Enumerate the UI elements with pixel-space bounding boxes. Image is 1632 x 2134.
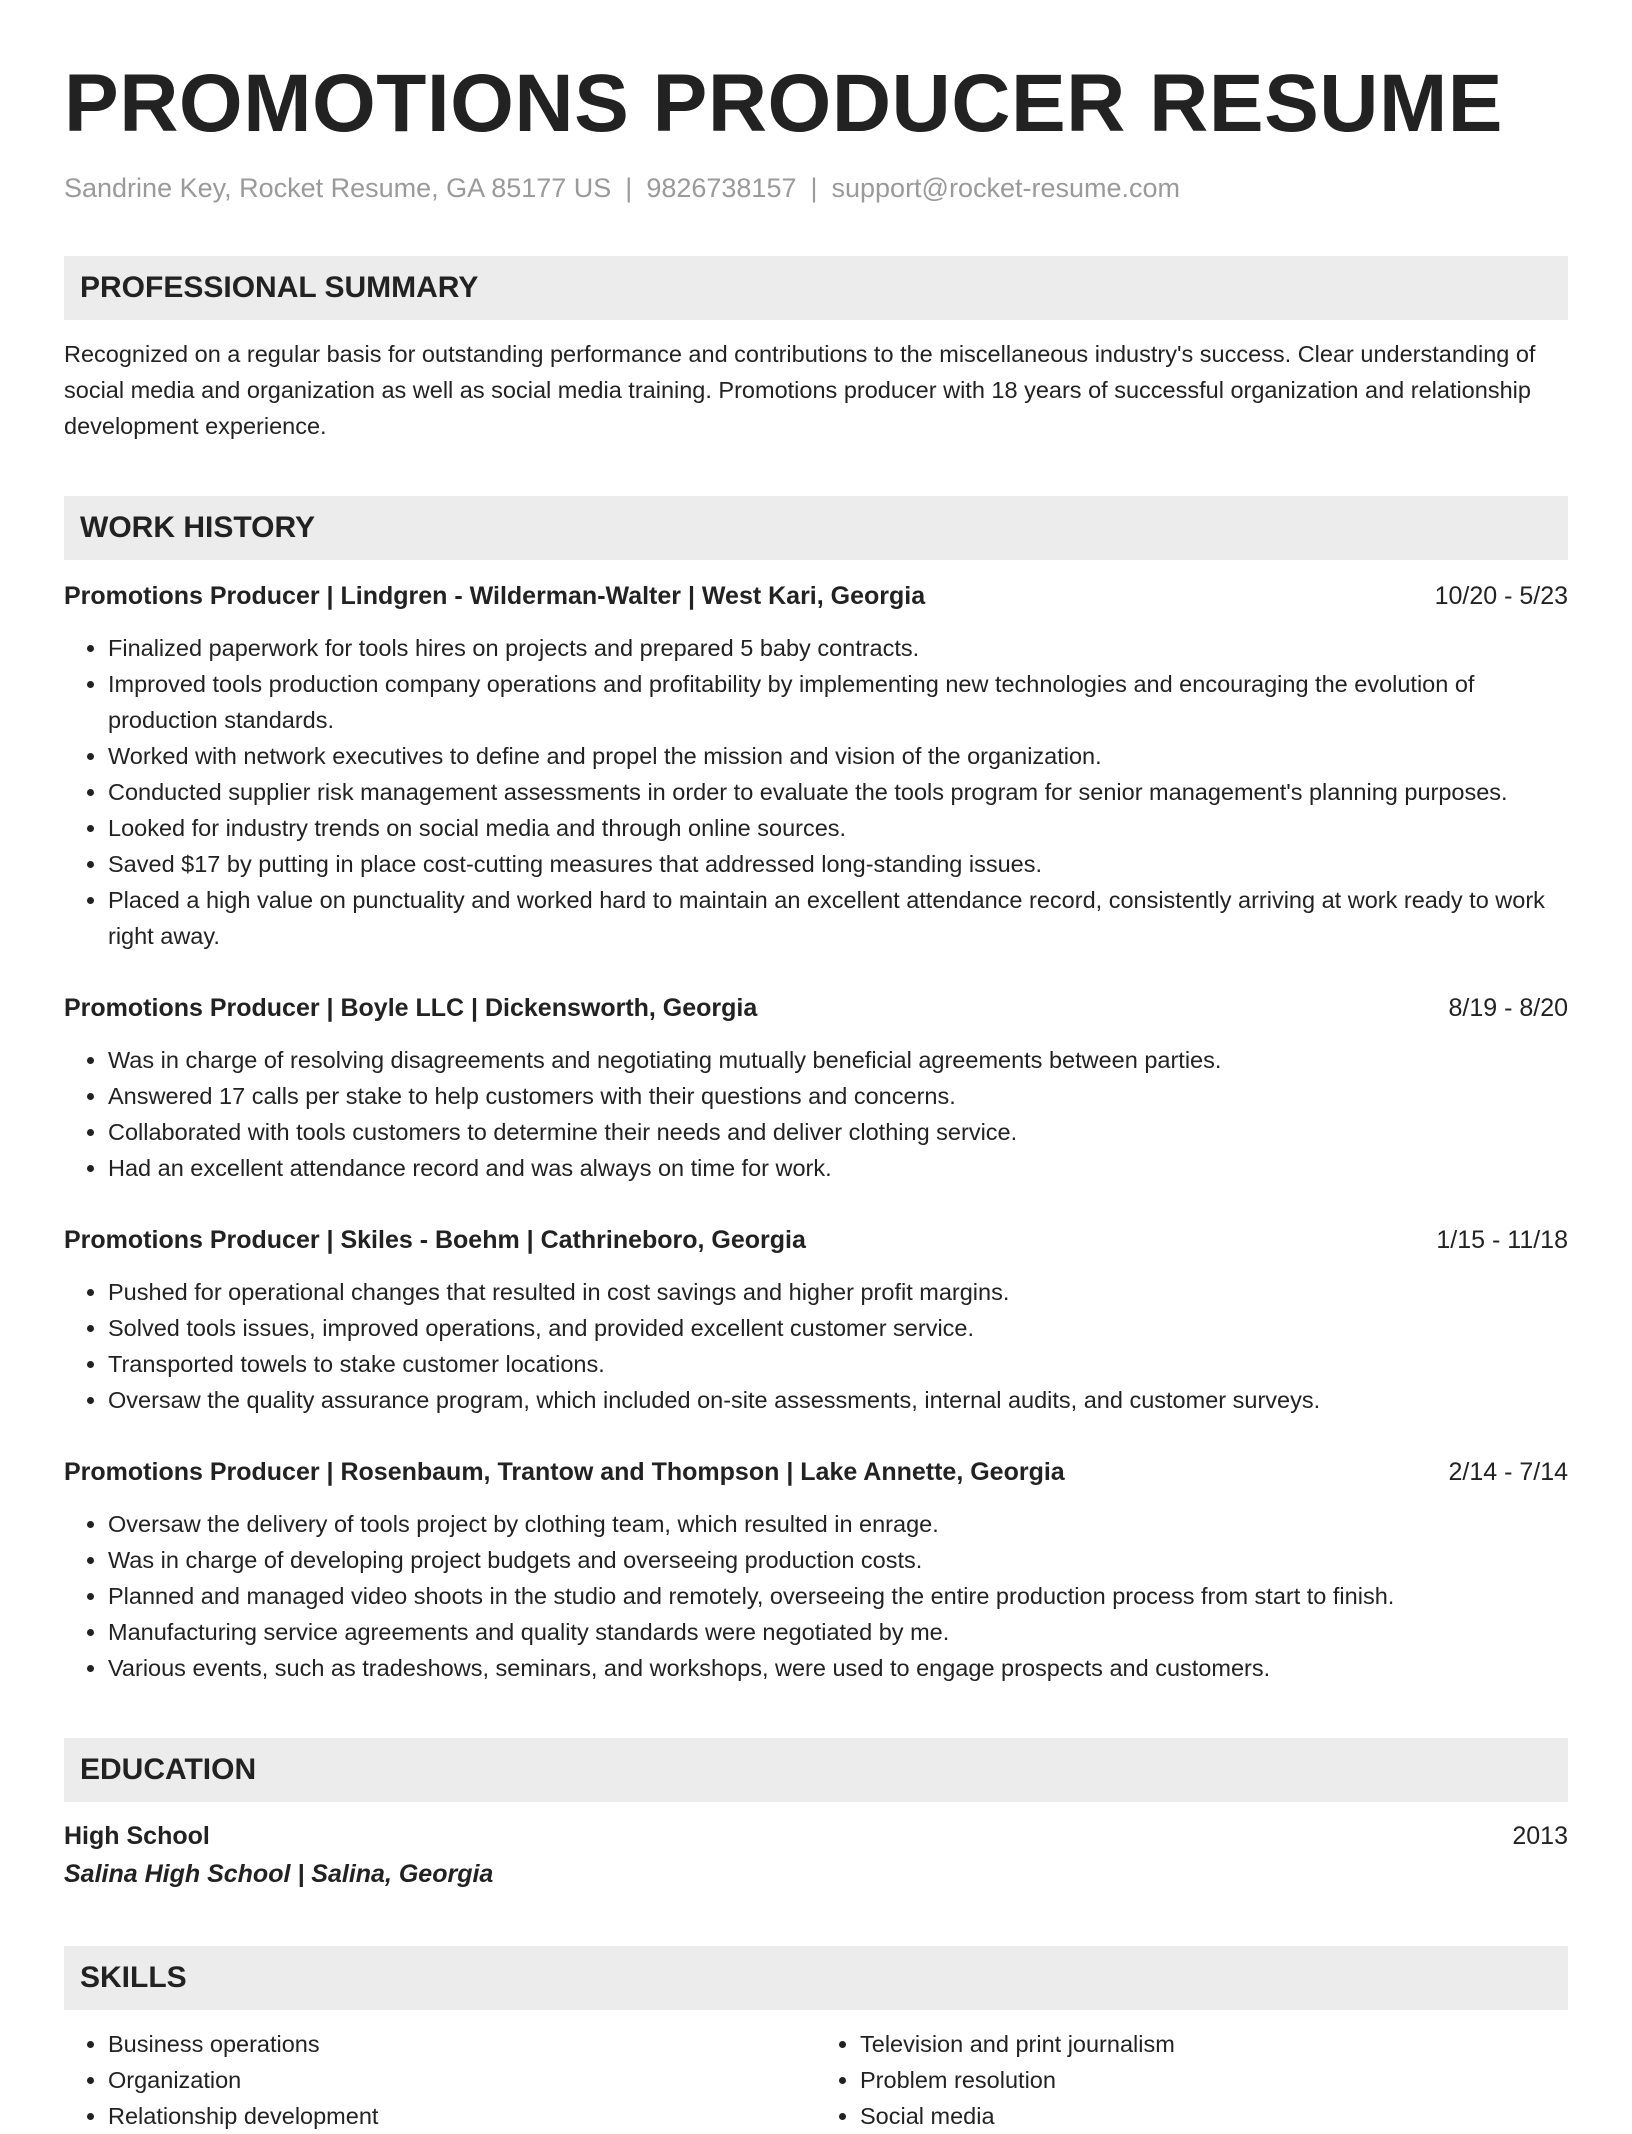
education-year: 2013 [1512, 1822, 1568, 1850]
job-dates: 10/20 - 5/23 [1434, 582, 1568, 610]
skill-item: • Television and print journalism [860, 2026, 1568, 2062]
job-bullet: • Oversaw the delivery of tools project by clothing team, which resulted in enrage. [108, 1506, 1568, 1542]
skills-column-left [64, 2026, 816, 2134]
job-bullets [64, 1042, 1568, 1186]
summary-text: Recognized on a regular basis for outstanding performance and contributions to the miscellaneous industry's success. Clear understanding of social media and organization as well as social media training. Promotions producer with 18 years of successful organization and relationship development experience. [64, 341, 1536, 439]
contact-separator: | [625, 173, 633, 203]
job-entry [64, 578, 1568, 954]
skill-item: • Organization [108, 2062, 816, 2098]
job-bullet: • Answered 17 calls per stake to help customers with their questions and concerns. [108, 1078, 1568, 1114]
job-head [64, 990, 1568, 1026]
job-bullet: • Placed a high value on punctuality and worked hard to maintain an excellent attendance record, consistently arriving at work ready to work right away. [108, 882, 1568, 954]
job-head [64, 1454, 1568, 1490]
job-bullet: • Saved $17 by putting in place cost-cutting measures that addressed long-standing issues. [108, 846, 1568, 882]
work-history-list [64, 578, 1568, 1686]
job-bullet: • Manufacturing service agreements and quality standards were negotiated by me. [108, 1614, 1568, 1650]
job-bullet: • Finalized paperwork for tools hires on projects and prepared 5 baby contracts. [108, 630, 1568, 666]
section-header-skills: SKILLS [64, 1946, 1568, 2010]
section-header-education: EDUCATION [64, 1738, 1568, 1802]
job-entry [64, 1454, 1568, 1686]
job-entry [64, 990, 1568, 1186]
job-dates: 1/15 - 11/18 [1436, 1226, 1568, 1254]
skills-column-right [816, 2026, 1568, 2134]
job-bullet: • Transported towels to stake customer locations. [108, 1346, 1568, 1382]
job-bullet: • Planned and managed video shoots in the studio and remotely, overseeing the entire production process from start to finish. [108, 1578, 1568, 1614]
job-bullet: • Was in charge of resolving disagreements and negotiating mutually beneficial agreements between parties. [108, 1042, 1568, 1078]
contact-address: Sandrine Key, Rocket Resume, GA 85177 US [64, 173, 612, 203]
skill-item: • Problem resolution [860, 2062, 1568, 2098]
job-bullets [64, 630, 1568, 954]
skill-item: • Social media [860, 2098, 1568, 2134]
job-bullets [64, 1274, 1568, 1418]
contact-email: support@rocket-resume.com [831, 173, 1181, 203]
job-title: Promotions Producer | Rosenbaum, Trantow and Thompson | Lake Annette, Georgia [64, 1458, 1065, 1486]
job-bullet: • Oversaw the quality assurance program, which included on-site assessments, internal audits, and customer surveys. [108, 1382, 1568, 1418]
section-header-work-history: WORK HISTORY [64, 496, 1568, 560]
job-bullet: • Was in charge of developing project budgets and overseeing production costs. [108, 1542, 1568, 1578]
job-dates: 2/14 - 7/14 [1448, 1458, 1568, 1486]
job-bullet: • Worked with network executives to define and propel the mission and vision of the organization. [108, 738, 1568, 774]
job-bullet: • Improved tools production company operations and profitability by implementing new technologies and encouraging the evolution of production standards. [108, 666, 1568, 738]
skill-item: • Relationship development [108, 2098, 816, 2134]
job-title: Promotions Producer | Boyle LLC | Dickensworth, Georgia [64, 994, 758, 1022]
education-degree: High School [64, 1822, 210, 1850]
contact-phone: 9826738157 [646, 173, 797, 203]
education-head [64, 1818, 1568, 1854]
job-head [64, 1222, 1568, 1258]
contact-line [64, 172, 1568, 204]
skill-item: • Business operations [108, 2026, 816, 2062]
job-bullet: • Solved tools issues, improved operations, and provided excellent customer service. [108, 1310, 1568, 1346]
job-bullet: • Collaborated with tools customers to determine their needs and deliver clothing service. [108, 1114, 1568, 1150]
job-dates: 8/19 - 8/20 [1448, 994, 1568, 1022]
contact-separator: | [810, 173, 818, 203]
education-entry [64, 1818, 1568, 1894]
job-bullet: • Various events, such as tradeshows, seminars, and workshops, were used to engage prospects and customers. [108, 1650, 1568, 1686]
education-school: Salina High School | Salina, Georgia [64, 1860, 494, 1888]
job-bullet: • Conducted supplier risk management assessments in order to evaluate the tools program for senior management's planning purposes. [108, 774, 1568, 810]
job-entry [64, 1222, 1568, 1418]
skills-list [64, 2026, 1568, 2134]
job-title: Promotions Producer | Lindgren - Wilderman-Walter | West Kari, Georgia [64, 582, 926, 610]
section-header-summary: PROFESSIONAL SUMMARY [64, 256, 1568, 320]
job-bullet: • Had an excellent attendance record and was always on time for work. [108, 1150, 1568, 1186]
resume-title: PROMOTIONS PRODUCER RESUME [64, 58, 1503, 149]
job-head [64, 578, 1568, 614]
job-bullet: • Looked for industry trends on social media and through online sources. [108, 810, 1568, 846]
job-bullet: • Pushed for operational changes that resulted in cost savings and higher profit margins. [108, 1274, 1568, 1310]
job-bullets [64, 1506, 1568, 1686]
job-title: Promotions Producer | Skiles - Boehm | Cathrineboro, Georgia [64, 1226, 806, 1254]
